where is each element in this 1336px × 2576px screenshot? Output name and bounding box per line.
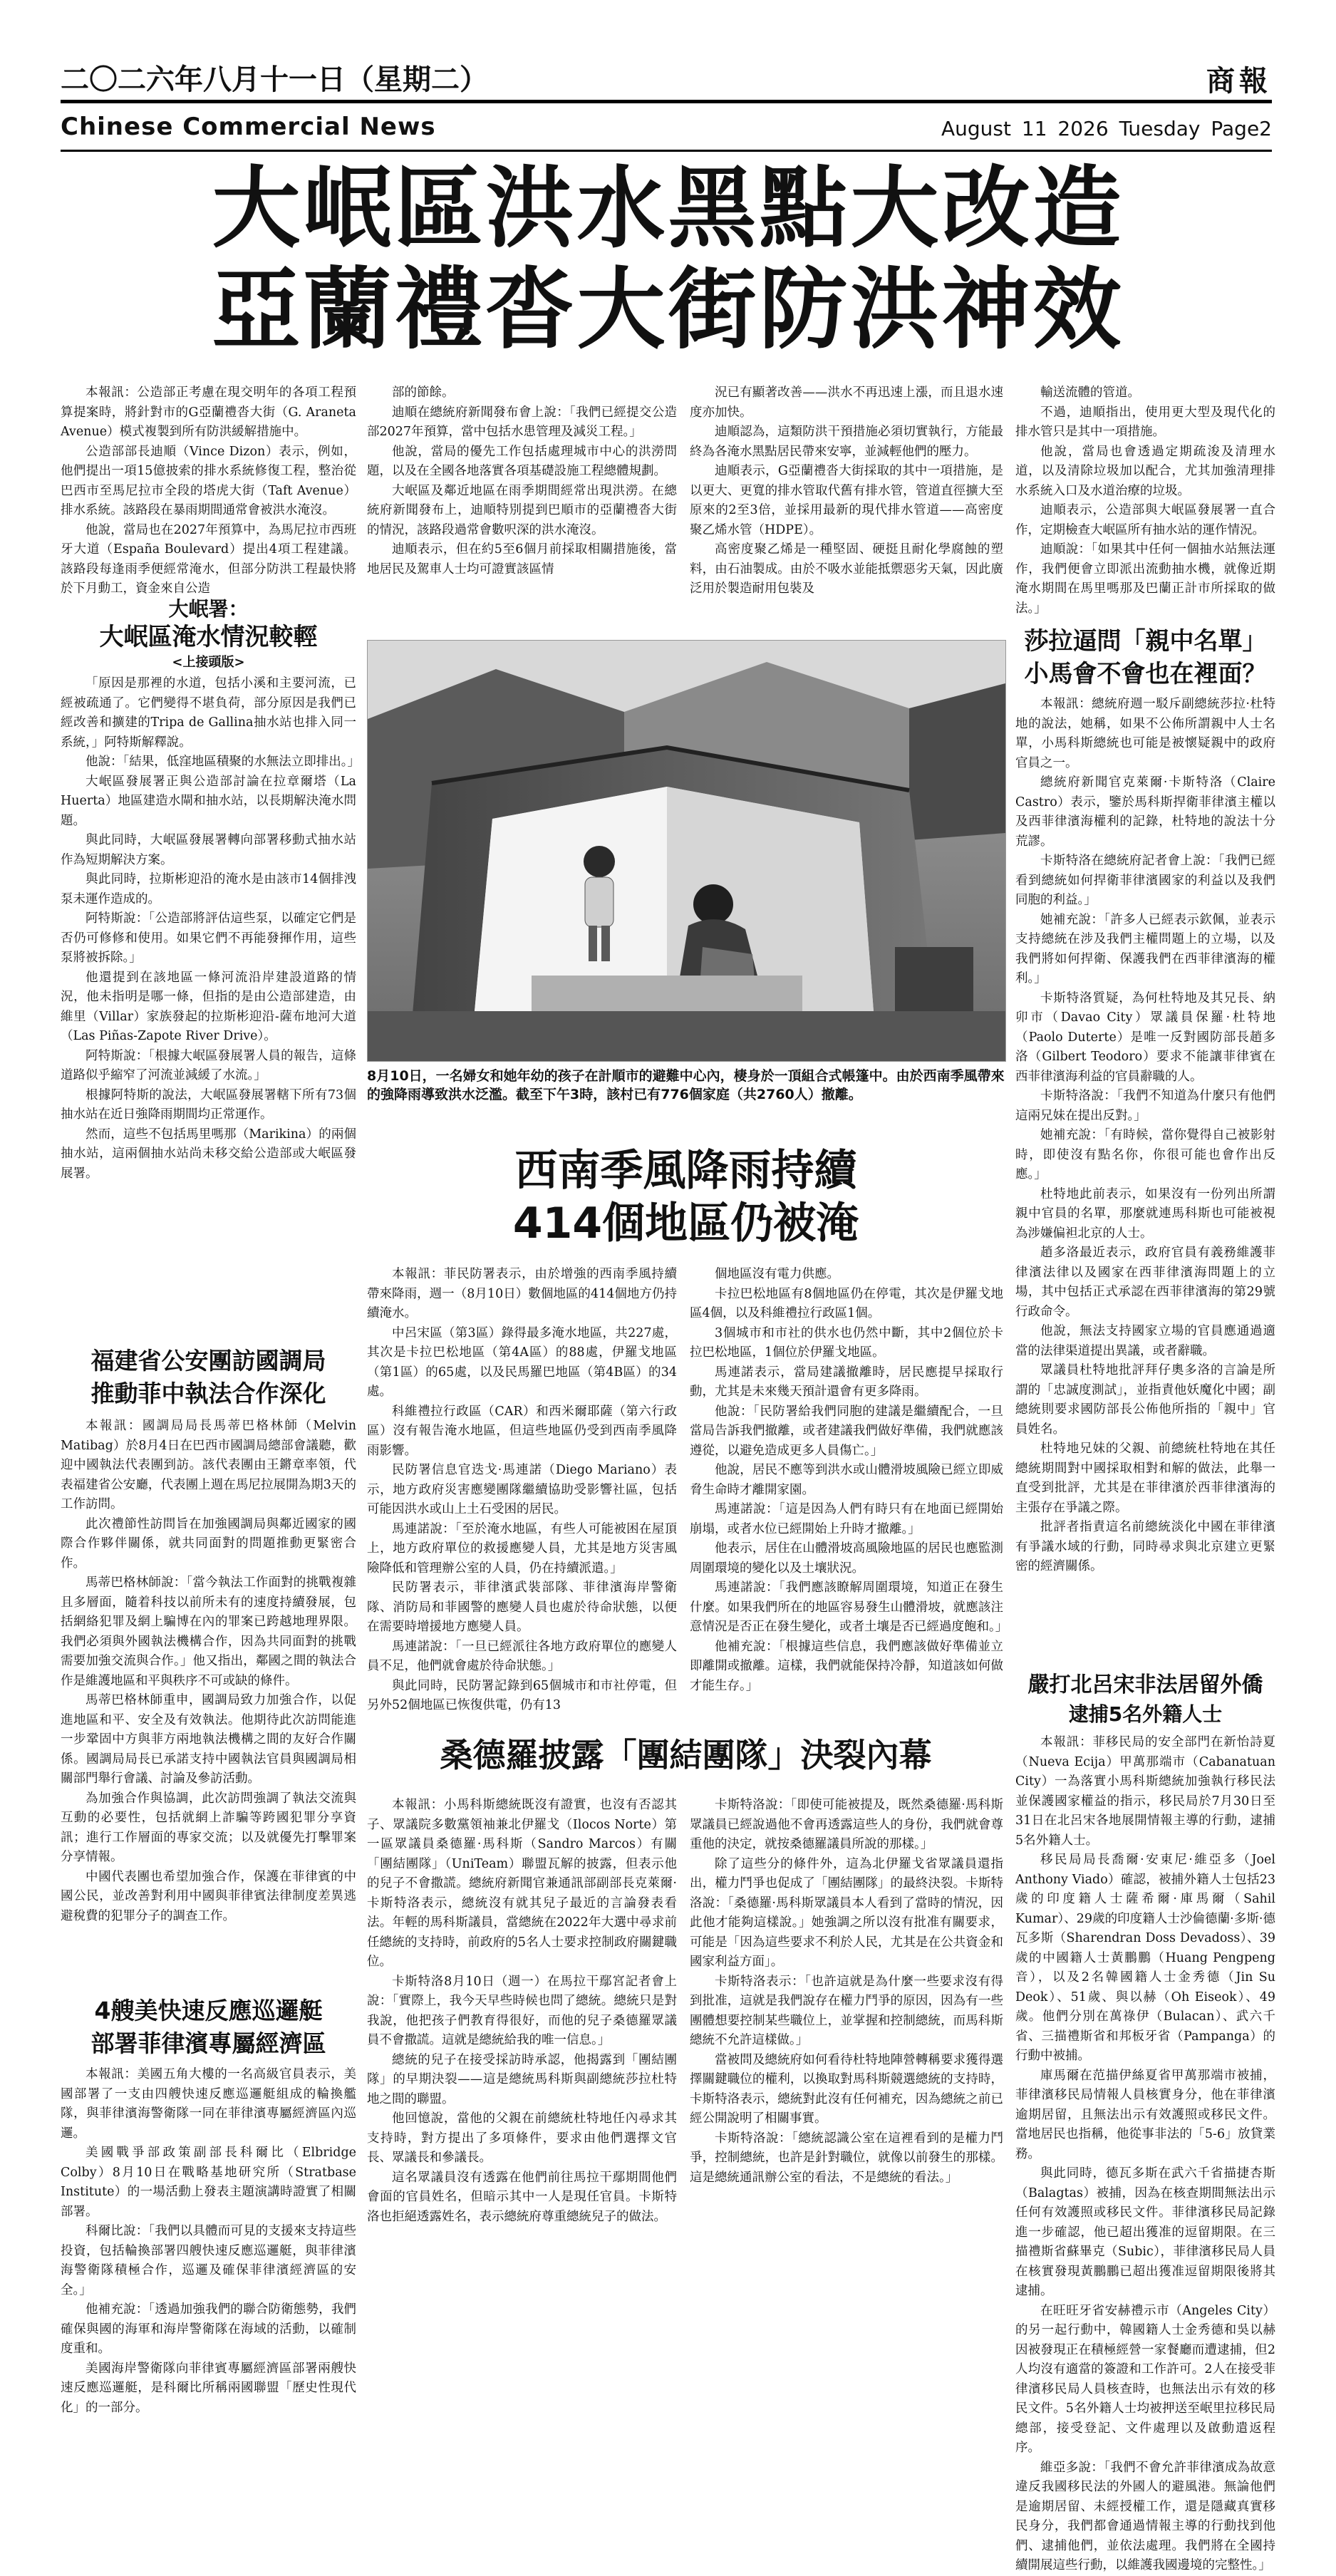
- evacuation-tent-photo: [367, 640, 1006, 1062]
- main-headline-line-2: 亞蘭禮沓大街防洪神效: [212, 259, 1124, 361]
- paragraph: 他說，當局也會透過定期疏浚及清理水道，以及清除垃圾加以配合，尤其加強清理排水系統入口及水道治療的垃圾。: [1015, 444, 1275, 498]
- paragraph: 卡斯特洛在總統府記者會上說：「我們已經看到總統如何捍衛菲律濱國家的利益以及我們同胞的利益。」: [1015, 854, 1275, 907]
- paragraph: 科維禮拉行政區（CAR）和西米爾耶薩（第六行政區）沒有報告淹水地區，但這些地區仍受到西南季風降雨影響。: [367, 1404, 677, 1458]
- paragraph: 他說：「結果，低窪地區積聚的水無法立即排出。」: [86, 755, 360, 769]
- paragraph: 這名眾議員沒有透露在他們前往馬拉干鄢期間他們會面的官員姓名，但暗示其中一人是現任官員。卡斯特洛也拒絕透露姓名，表示總統府尊重總統兒子的做法。: [367, 2170, 677, 2224]
- story-immigration-body: [1015, 1733, 1275, 2572]
- paragraph: 卡斯特洛說：「我們不知道為什麼只有他們這兩兄妹在提出反對。」: [1015, 1089, 1275, 1123]
- paragraph: 3個城市和市社的供水也仍然中斷，其中2個位於卡拉巴松地區，1個位於伊羅戈地區。: [690, 1325, 1003, 1360]
- paragraph: 個地區沒有電力供應。: [715, 1267, 839, 1281]
- story-monsoon-col3: [690, 1265, 1008, 1717]
- subhead-mmda-1: 大岷署：: [168, 597, 249, 621]
- paragraph: 迪順表示，公造部與大岷區發展署一直合作，定期檢查大岷區所有抽水站的運作情況。: [1015, 503, 1275, 537]
- paragraph: 馬連諾說：「一旦已經派往各地方政府單位的應變人員不足，他們就會處於待命狀態。」: [367, 1639, 677, 1673]
- tent-image: [368, 641, 1005, 1061]
- paragraph: 當被問及總統府如何看待杜特地陣營轉稱要求獲得選擇關鍵職位的權利，以換取對馬科斯競選總統的支持時，卡斯特洛表示，總統對此沒有任何補充，因為總統之前已經公開說明了相關事實。: [690, 2052, 1003, 2126]
- subhead-us-boats-1: 4艘美快速反應巡邏艇: [94, 1997, 323, 2024]
- paragraph: 不過，迪順指出，使用更大型及現代化的排水管只是其中一項措施。: [1015, 405, 1275, 439]
- subhead-fujian-1: 福建省公安團訪國調局: [90, 1347, 326, 1375]
- story-uniteam-col2: [367, 1796, 677, 2309]
- paragraph: 她補充說：「許多人已經表示欽佩，並表示支持總統在涉及我們主權問題上的立場，以及我們將如何捍衛、保護我們在西菲律濱海的權利。」: [1015, 912, 1275, 986]
- main-headline-line-1: 大岷區洪水黑點大改造: [212, 157, 1124, 260]
- paragraph: 在旺旺牙省安赫禮示市（Angeles City）的另一起行動中，韓國籍人士金秀德和吳以赫因被發現正在積極經營一家餐廳而遭逮捕，但2人均沒有適當的簽證和工作許可。2人在接受菲律濱移民局人員核查時，也無法出示有效的移民文件。5名外籍人士均被押送至岷里拉移民局總部，接受登記、文件處理以及啟動遣返程序。: [1015, 2303, 1275, 2455]
- paragraph: 馬連諾說：「至於淹水地區，有些人可能被困在屋頂上，地方政府單位的救援應變人員，尤其是地方災害風險降低和管理辦公室的人員，仍在持續派遣。」: [367, 1521, 677, 1576]
- paragraph: 卡斯特洛表示：「也許這就是為什麼一些要求沒有得到批准，這就是我們說存在權力鬥爭的原因，因為有一些團體想要控制某些職位上，並掌握和控制總統，而馬科斯總統不允許這樣做。」: [690, 1974, 1003, 2047]
- paragraph: 本報訊：總統府週一駁斥副總統莎拉·杜特地的說法，她稱，如果不公佈所謂親中人士名單，小馬科斯總統也可能是被懷疑親中的政府官員之一。: [1015, 697, 1275, 770]
- continued-tag: <上接頭版>: [172, 655, 245, 670]
- paragraph: 他回憶說，當他的父親在前總統杜特地任內尋求其支持時，對方提出了多項條件，要求由他們選擇文官長、眾議長和參議長。: [367, 2111, 677, 2165]
- subhead-us-boats-2: 部署菲律濱專屬經濟區: [90, 2029, 326, 2057]
- paragraph: 大岷區發展署正與公造部討論在拉章爾塔（La Huerta）地區建造水閘和抽水站，以長期解決淹水問題。: [61, 774, 356, 828]
- paragraph: 與此同時，德瓦多斯在武六千省描捷杏斯（Balagtas）被捕，因為在核查期間無法出示任何有效護照或移民文件。菲律濱移民局記錄進一步確認，他已超出獲准的逗留期限。在三描禮斯省蘇畢克（Subic），菲律濱移民局人員在核實發現黃鵬鵬已超出獲准逗留期限後將其逮捕。: [1015, 2166, 1275, 2298]
- bottom-headline: 桑德羅披露「團結團隊」決裂內幕: [440, 1736, 932, 1774]
- paragraph: 與此同時，拉斯彬迎沿的淹水是由該市14個排洩泵未運作造成的。: [61, 872, 356, 906]
- mid-headline-line-1: 西南季風降雨持續: [514, 1146, 857, 1196]
- paragraph: 他補充說：「根據這些信息，我們應該做好準備並立即離開或撤離。這樣，我們就能保持冷靜，知道該如何做才能生存。」: [690, 1639, 1003, 1693]
- paragraph: 卡斯特洛質疑，為何杜特地及其兄長、納卯市（Davao City）眾議員保羅·杜特地（Paolo Duterte）是唯一反對國防部長趙多洛（Gilbert Teodoro）要求不能讓菲律賓在西菲律濱海利益的官員辭職的人。: [1015, 990, 1275, 1084]
- paragraph: 他說，居民不應等到洪水或山體滑坡風險已經立即威脅生命時才離開家園。: [690, 1463, 1003, 1497]
- paragraph: 他說，當局的優先工作包括處理城市中心的洪澇問題，以及在全國各地落實各項基礎設施工程總體規劃。: [367, 444, 677, 478]
- subhead-immigration-2: 逮捕5名外籍人士: [1068, 1702, 1223, 1726]
- paragraph: 與此同時，民防署記錄到65個城市和市社停電，但另外52個地區已恢復供電，仍有13: [367, 1678, 677, 1712]
- subhead-immigration-1: 嚴打北呂宋非法居留外僑: [1027, 1672, 1263, 1697]
- paragraph: 迪順表示，但在約5至6個月前採取相關措施後，當地居民及駕車人士均可證實該區情: [367, 542, 677, 576]
- story-flood-col1-top: [61, 383, 356, 596]
- paragraph: 民防署信息官迭戈·馬連諾（Diego Mariano）表示，地方政府災害應變團隊繼續協助受影響社區，包括可能因洪水或山上土石受困的居民。: [367, 1463, 677, 1516]
- paper-name-english: Chinese Commercial News: [61, 113, 436, 141]
- paragraph: 馬連諾說：「我們應該瞭解周圍環境，知道正在發生什麼。如果我們所在的地區容易發生山體滑坡，就應該注意情況是否正在發生變化，或者土壤是否已經過度飽和。」: [690, 1581, 1008, 1634]
- paragraph: 總統府新聞官克萊爾·卡斯特洛（Claire Castro）表示，鑒於馬科斯捍衛菲律濱主權以及西菲律濱海權利的記錄，杜特地的說法十分荒謬。: [1015, 775, 1275, 849]
- paragraph: 卡斯特洛說：「總統認識公室在這裡看到的是權力鬥爭，控制總統，也許是針對職位，就像以前發生的那樣。這是總統通訊辦公室的看法，不是總統的看法。」: [690, 2131, 1003, 2185]
- paragraph: 除了這些分的條件外，這為北伊羅戈省眾議員還指出，權力鬥爭也促成了「團結團隊」的最終決裂。卡斯特洛說：「桑德羅·馬科斯眾議員本人看到了當時的情況，因此他才能夠這樣說。」她強調之所以沒有批准有關要求，可能是「因為這些要求不利於人民，尤其是在公共資金和國家利益方面」。: [690, 1856, 1003, 1969]
- paragraph: 中呂宋區（第3區）錄得最多淹水地區，共227處，其次是卡拉巴松地區（第4A區）的88處，伊羅戈地區（第1區）的65處，以及民馬羅巴地區（第4B區）的34處。: [367, 1325, 677, 1399]
- paragraph: 杜特地兄妹的父親、前總統杜特地在其任總統期間對中國採取相對和解的做法，此舉一直受到批評，尤其是在菲律濱於西菲律濱海的主張存在爭議之際。: [1015, 1442, 1275, 1515]
- paragraph: 本報訊：美國五角大樓的一名高級官員表示，美國部署了一支由四艘快速反應巡邏艇組成的輪換艦隊，與菲律濱海警衛隊一同在菲律濱專屬經濟區內巡邏。: [61, 2067, 356, 2141]
- paragraph: 她補充說：「有時候，當你覺得自己被影射時，即使沒有點名你，你很可能也會作出反應。」: [1015, 1128, 1275, 1181]
- subhead-sara-2: 小馬會不會也在裡面？: [1024, 660, 1267, 688]
- paragraph: 總統的兒子在接受採訪時承認，他揭露到「團結團隊」的早期決裂——這是總統馬科斯與副總統莎拉杜特地之間的聯盟。: [367, 2052, 677, 2106]
- paragraph: 他說，當局也在2027年預算中，為馬尼拉市西班牙大道（España Boulevard）提出4項工程建議。該路段每逢雨季便經常淹水，但部分防洪工程最快將於下月動工，資金來自公造: [61, 522, 356, 596]
- mid-headline-line-2: 414個地區仍被淹: [512, 1199, 859, 1248]
- paragraph: 杜特地此前表示，如果沒有一份列出所謂親中官員的名單，那麼就連馬科斯也可能被視為涉嫌偏袒北京的人士。: [1015, 1186, 1275, 1241]
- paragraph: 美國戰爭部政策副部長科爾比（Elbridge Colby）8月10日在戰略基地研究所（Stratbase Institute）的一場活動上發表主題演講時證實了相關部署。: [61, 2146, 356, 2219]
- paragraph: 阿特斯說：「公造部將評估這些泵，以確定它們是否仍可修修和使用。如果它們不再能發揮作用，這些泵將被拆除。」: [61, 911, 356, 965]
- subhead-fujian-2: 推動菲中執法合作深化: [90, 1380, 326, 1407]
- paragraph: 高密度聚乙烯是一種堅固、硬挺且耐化學腐蝕的塑料，由石油製成。由於不吸水並能抵禦惡劣天氣，因此廣泛用於製造耐用包裝及: [690, 542, 1003, 596]
- paragraph: 大岷區及鄰近地區在雨季期間經常出現洪澇。在總統府新聞發布上，迪順特別提到巴順市的亞蘭禮沓大街的情況，該路段過常會數呎深的洪水淹沒。: [367, 483, 677, 537]
- paragraph: 他表示，居住在山體滑坡高風險地區的居民也應監測周圍環境的變化以及土壤狀況。: [690, 1541, 1003, 1576]
- date-english: August 11 2026 Tuesday Page2: [941, 117, 1272, 140]
- story-uniteam-col3: [690, 1796, 1003, 2309]
- paragraph: 他說，無法支持國家立場的官員應通過適當的法律渠道提出異議，或者辭職。: [1015, 1324, 1275, 1358]
- paragraph: 他補充說：「透過加強我們的聯合防衛態勢，我們確保與國的海軍和海岸警衛隊在海域的活動，以確制度重和。: [61, 2302, 356, 2356]
- paragraph: 迪順表示，G亞蘭禮沓大街採取的其中一項措施，是以更大、更寬的排水管取代舊有排水管，管道直徑擴大至原來的2至3倍，並採用最新的現代排水管道——高密度聚乙烯水管（HDPE）。: [690, 464, 1003, 537]
- paragraph: 移民局局長喬爾·安東尼·維亞多（Joel Anthony Viado）確認，被捕外籍人士包括23歲的印度籍人士薩希爾·庫馬爾（Sahil Kumar）、29歲的印度籍人士沙倫德蘭·多斯·德瓦多斯（Sharendran Doss Devadoss）、39歲的中國籍人士黃鵬鵬（Huang Pengpeng 音），以及2名韓國籍人士金秀德（Jin Su Deok）、51歲、與以赫（Oh Eiseok）、49歲。他們分別在萬祿伊（Bulacan）、武六千省、三描禮斯省和邦板牙省（Pampanga）的行動中被捕。: [1015, 1853, 1275, 2063]
- paragraph: 本報訊：菲移民局的安全部門在新怡詩夏（Nueva Ecija）甲萬那端市（Cabanatuan City）一為落實小馬科斯總統加強執行移民法並保護國家權益的指示，移民局於7月30日至31日在北呂宋各地展開情報主導的行動，逮捕5名外籍人士。: [1015, 1735, 1275, 1848]
- paragraph: 趙多洛最近表示，政府官員有義務維護菲律濱法律以及國家在西菲律濱海問題上的立場，其中包括正式承認在西菲律濱海的第29號行政命令。: [1015, 1246, 1275, 1319]
- paragraph: 批評者指責這名前總統淡化中國在菲律濱有爭議水域的行動，同時尋求與北京建立更緊密的經濟關係。: [1015, 1520, 1275, 1573]
- story-flood-col2-top: [367, 383, 677, 633]
- subhead-mmda-2: 大岷區淹水情況較輕: [99, 623, 318, 651]
- subhead-sara-1: 莎拉逼問「親中名單」: [1024, 627, 1267, 656]
- masthead-sub: [61, 107, 1272, 152]
- paragraph: 輸送流體的管道。: [1040, 386, 1140, 400]
- photo-caption: 8月10日，一名婦女和她年幼的孩子在計順市的避難中心內，棲身於一頂組合式帳篷中。由於西南季風帶來的強降雨導致洪水泛濫。截至下午3時，該村已有776個家庭（共2760人）撤離。: [367, 1068, 1005, 1102]
- paragraph: 本報訊：國調局局長馬蒂巴格林師（Melvin Matibag）於8月4日在巴西市國調局總部會議聽，歡迎中國執法代表團到訪。該代表團由王鏘章率領，代表福建省公安廳，代表團上週在馬尼拉展開為期3天的工作訪問。: [61, 1419, 356, 1511]
- paragraph: 與此同時，大岷區發展署轉向部署移動式抽水站作為短期解決方案。: [61, 833, 356, 867]
- paper-logo: 商報: [1206, 64, 1272, 98]
- masthead-top: [61, 57, 1272, 103]
- paragraph: 根據阿特斯的說法，大岷區發展署轄下所有73個抽水站在近日強降雨期間均正常運作。: [61, 1087, 356, 1122]
- paragraph: 此次禮節性訪問旨在加強國調局與鄰近國家的國際合作夥伴關係，就共同面對的問題推動更緊密合作。: [61, 1516, 356, 1571]
- paragraph: 卡斯特洛說：「即使可能被提及，既然桑德羅·馬科斯眾議員已經說過他不會再透露這些人的身份，我們就會尊重他的決定，就按桑德羅議員所說的那樣。」: [690, 1798, 1003, 1851]
- paragraph: 科爾比說：「我們以具體而可見的支援來支持這些投資，包括輪換部署四艘快速反應巡邏艇，與菲律濱海警衛隊積極合作，巡邏及確保菲律濱經濟區的安全。」: [61, 2224, 356, 2297]
- paragraph: 馬蒂巴格林師說：「當今執法工作面對的挑戰複雜且多層面，隨着科技以前所未有的速度持續發展，包括網絡犯罪及網上騙博在內的罪案已跨越地理界限。我們必須與外國執法機構合作，因為共同面對的挑戰需要加強交流與合作。」他又指出，鄰國之間的執法合作是維護地區和平與秩序不可或缺的條件。: [61, 1576, 356, 1688]
- paragraph: 本報訊：菲民防署表示，由於增強的西南季風持續帶來降雨，週一（8月10日）數個地區的414個地方仍持續淹水。: [367, 1267, 677, 1320]
- story-sara-body: [1015, 695, 1275, 1662]
- paragraph: 卡拉巴松地區有8個地區仍在停電，其次是伊羅戈地區4個，以及科維禮拉行政區1個。: [690, 1286, 1003, 1320]
- story-flood-col3-top: [690, 383, 1003, 633]
- paragraph: 維亞多說：「我們不會允許菲律濱成為故意違反我國移民法的外國人的避風港。無論他們是逾期居留、未經授權工作，還是隱藏真實移民身分，我們都會通過情報主導的行動找到他們、逮捕他們，並依法處理。我們將在全國持續開展這些行動，以維護我國邊境的完整性。」: [1015, 2460, 1275, 2572]
- story-monsoon-col2: [367, 1265, 677, 1717]
- paragraph: 他還提到在該地區一條河流沿岸建設道路的情況，他未指明是哪一條，但指的是由公造部建造，由維里（Villar）家族發起的拉斯彬迎沿-薩布地河大道（Las Piñas-Zapote River Drive）。: [61, 970, 356, 1043]
- paragraph: 「原因是那裡的水道，包括小溪和主要河流，已經被疏通了。它們變得不堪負荷，部分原因是我們已經改善和擴建的Tripa de Gallina抽水站也排入同一系統，」阿特斯解釋說。: [61, 676, 356, 750]
- paragraph: 馬連諾表示，當局建議撤離時，居民應提早採取行動，尤其是未來幾天預計還會有更多降雨。: [690, 1365, 1003, 1399]
- paragraph: 他說：「民防署給我們同胞的建議是繼續配合，一旦當局告訴我們撤離，或者建議我們做好準備，我們就應該遵從，以避免造成更多人員傷亡。」: [690, 1404, 1003, 1458]
- paragraph: 卡斯特洛8月10日（週一）在馬拉干鄢宮記者會上說：「實際上，我今天早些時候也問了總統。總統只是對我說，他把孩子們教育得很好，而他的兒子桑德羅眾議員不會撒謊。這就是總統給我的唯一信息。」: [367, 1974, 677, 2047]
- story-mmda-body: [61, 674, 360, 1286]
- paragraph: 本報訊：小馬科斯總統既沒有證實，也沒有否認其子、眾議院多數黨領袖兼北伊羅戈（Ilocos Norte）第一區眾議員桑德羅·馬科斯（Sandro Marcos）有關「團結團隊」（UniTeam）聯盟瓦解的披露，但表示他的兒子不會撒謊。總統府新聞官兼通訊部副部長克萊爾·卡斯特洛表示，總統沒有就其兒子最近的言論發表看法。年輕的馬科斯議員，當總統在2022年大選中尋求前任總統的支持時，前政府的5名人士要求控制政府關鍵職位。: [367, 1798, 677, 1969]
- paragraph: 迪順說：「如果其中任何一個抽水站無法運作，我們便會立即派出流動抽水機，就像近期淹水期間在馬里嗎那及巴蘭正計市所採取的做法。」: [1015, 542, 1275, 616]
- date-chinese: 二〇二六年八月十一日（星期二）: [61, 63, 488, 96]
- paragraph: 馬蒂巴格林師重申，國調局致力加強合作，以促進地區和平、安全及有效執法。他期待此次訪問能進一步鞏固中方與菲方兩地執法機構之間的友好合作關係。國調局局長已承諾支持中國執法官員與國調局相關部門舉行會議、討論及參訪活動。: [61, 1693, 356, 1786]
- paragraph: 況已有顯著改善——洪水不再迅速上漲，而且退水速度亦加快。: [690, 386, 1003, 420]
- paragraph: 迪順在總統府新聞發布會上說：「我們已經提交公造部2027年預算，當中包括水患管理及減災工程。」: [367, 405, 677, 439]
- paragraph: 民防署表示，菲律濱武裝部隊、菲律濱海岸警衛隊、消防局和菲國警的應變人員也處於待命狀態，以便在需要時增援地方應變人員。: [367, 1581, 677, 1634]
- paragraph: 眾議員杜特地批評拜仔奧多洛的言論是所謂的「忠誠度測試」，並指責他妖魔化中國；副總統則要求國防部長公佈他所指的「親中」官員姓名。: [1015, 1363, 1275, 1437]
- paragraph: 馬連諾說：「這是因為人們有時只有在地面已經開始崩塌，或者水位已經開始上升時才撤離。」: [690, 1502, 1003, 1536]
- paragraph: 部的節餘。: [392, 386, 455, 400]
- paragraph: 迪順認為，這類防洪干預措施必須切實執行，方能最終為各淹水黑點居民帶來安寧，並減輕他們的壓力。: [690, 425, 1003, 459]
- paragraph: 庫馬爾在范描伊絲夏省甲萬那端市被捕，菲律濱移民局情報人員核實身分，他在菲律濱逾期居留，且無法出示有效護照或移民文件。當地居民也指稱，他從事非法的「5-6」放貸業務。: [1015, 2068, 1275, 2161]
- story-fujian-body: [61, 1417, 356, 1981]
- paragraph: 為加強合作與協調，此次訪問強調了執法交流與互動的必要性，包括就網上詐騙等跨國犯罪分享資訊；進行工作層面的專家交流；以及就優先打擊罪案分享情報。: [61, 1791, 356, 1864]
- paragraph: 公造部部長迪順（Vince Dizon）表示，例如，他們提出一項15億披索的排水系統修復工程，整治從巴西市至馬尼拉市全段的塔虎大街（Taft Avenue）排水系統。該路段在暴雨期間通常會被洪水淹沒。: [61, 444, 356, 517]
- paragraph: 然而，這些不包括馬里嗎那（Marikina）的兩個抽水站，這兩個抽水站尚未移交給公造部或大岷區發展署。: [61, 1127, 356, 1181]
- story-flood-col4: [1015, 383, 1275, 616]
- paragraph: 美國海岸警衛隊向菲律賓專屬經濟區部署兩艘快速反應巡邏艇，是科爾比所稱兩國聯盟「歷史性現代化」的一部分。: [61, 2361, 356, 2415]
- paragraph: 阿特斯說：「根據大岷區發展署人員的報告，這條道路似乎縮窄了河流並減緩了水流。」: [61, 1048, 356, 1082]
- paragraph: 中國代表團也希望加強合作，保護在菲律賓的中國公民，並改善對利用中國與菲律賓法律制度差異逃避稅費的犯罪分子的調查工作。: [61, 1869, 356, 1923]
- paragraph: 本報訊：公造部正考慮在現交明年的各項工程預算提案時，將針對市的G亞蘭禮沓大街（G. Araneta Avenue）模式複製到所有防洪緩解措施中。: [61, 386, 356, 439]
- story-us-boats-body: [61, 2065, 356, 2415]
